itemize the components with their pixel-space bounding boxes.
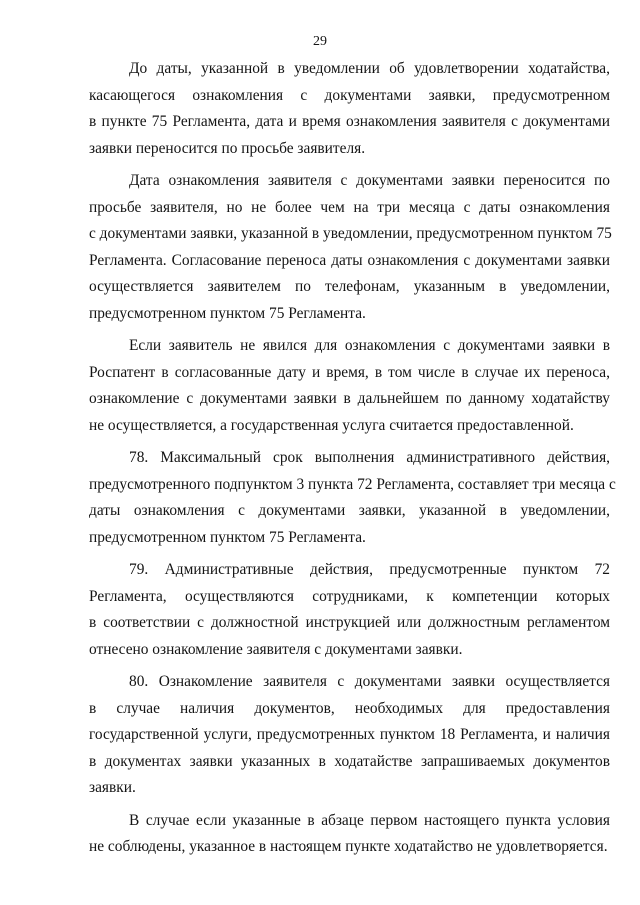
text-line: в соответствии с должностной инструкцией или должностным регламентом (89, 614, 610, 631)
text-line: 79. Административные действия, предусмотренные пунктом 72 (129, 561, 610, 578)
paragraph-final (89, 808, 610, 861)
text-line: Если заявитель не явился для ознакомления с документами заявки в (129, 337, 610, 354)
paragraph-79 (89, 557, 610, 663)
text-line: Роспатент в согласованные дату и время, в том числе в случае их переноса, (89, 363, 610, 381)
text-line: ознакомление с документами заявки в дальнейшем по данному ходатайству (89, 390, 610, 407)
paragraph-3 (89, 333, 610, 439)
text-line: в случае наличия документов, необходимых для предоставления (89, 699, 610, 717)
text-line: предусмотренном пунктом 75 Регламента. (89, 528, 366, 546)
text-line: 78. Максимальный срок выполнения административного действия, (129, 449, 610, 466)
text-line: заявки переносится по просьбе заявителя. (89, 139, 366, 157)
paragraph-78 (89, 445, 616, 551)
text-line: предусмотренном пунктом 75 Регламента. (89, 304, 366, 322)
text-line: государственной услуги, предусмотренных пунктом 18 Регламента, и наличия (89, 726, 610, 743)
text-line: В случае если указанные в абзаце первом настоящего пункта условия (129, 811, 610, 829)
text-line: в пункте 75 Регламента, дата и время ознакомления заявителя с документами (89, 113, 610, 130)
text-line: даты ознакомления с документами заявки, указанной в уведомлении, (89, 502, 610, 519)
text-line: 80. Ознакомление заявителя с документами заявки осуществляется (129, 673, 610, 690)
text-line: не осуществляется, а государственная услуга считается предоставленной. (89, 416, 574, 434)
document-body (89, 56, 616, 861)
text-line: осуществляется заявителем по телефонам, указанным в уведомлении, (89, 278, 610, 295)
text-line: Регламента. Согласование переноса даты ознакомления с документами заявки (89, 251, 610, 269)
paragraph-2 (89, 168, 610, 327)
text-line: просьбе заявителя, но не более чем на три месяца с даты ознакомления (89, 198, 610, 216)
page-number: 29 (313, 34, 327, 49)
text-line: До даты, указанной в уведомлении об удовлетворении ходатайства, (129, 60, 610, 77)
text-line: касающегося ознакомления с документами заявки, предусмотренном (89, 86, 610, 104)
paragraph-1 (89, 56, 610, 162)
paragraph-80 (89, 669, 610, 802)
text-line: Регламента, осуществляются сотрудниками, к компетенции которых (89, 587, 610, 605)
text-line: в документах заявки указанных в ходатайстве запрашиваемых документов (89, 752, 610, 770)
text-line: предусмотренного подпунктом 3 пункта 72 Регламента, составляет три месяца с (89, 475, 616, 493)
text-line: отнесено ознакомление заявителя с документами заявки. (89, 640, 463, 658)
text-line: заявки. (89, 779, 136, 796)
text-line: Дата ознакомления заявителя с документами заявки переносится по (129, 172, 610, 189)
text-line: не соблюдены, указанное в настоящем пункте ходатайство не удовлетворяется. (89, 838, 608, 855)
text-line: с документами заявки, указанной в уведомлении, предусмотренном пунктом 75 (89, 225, 612, 242)
